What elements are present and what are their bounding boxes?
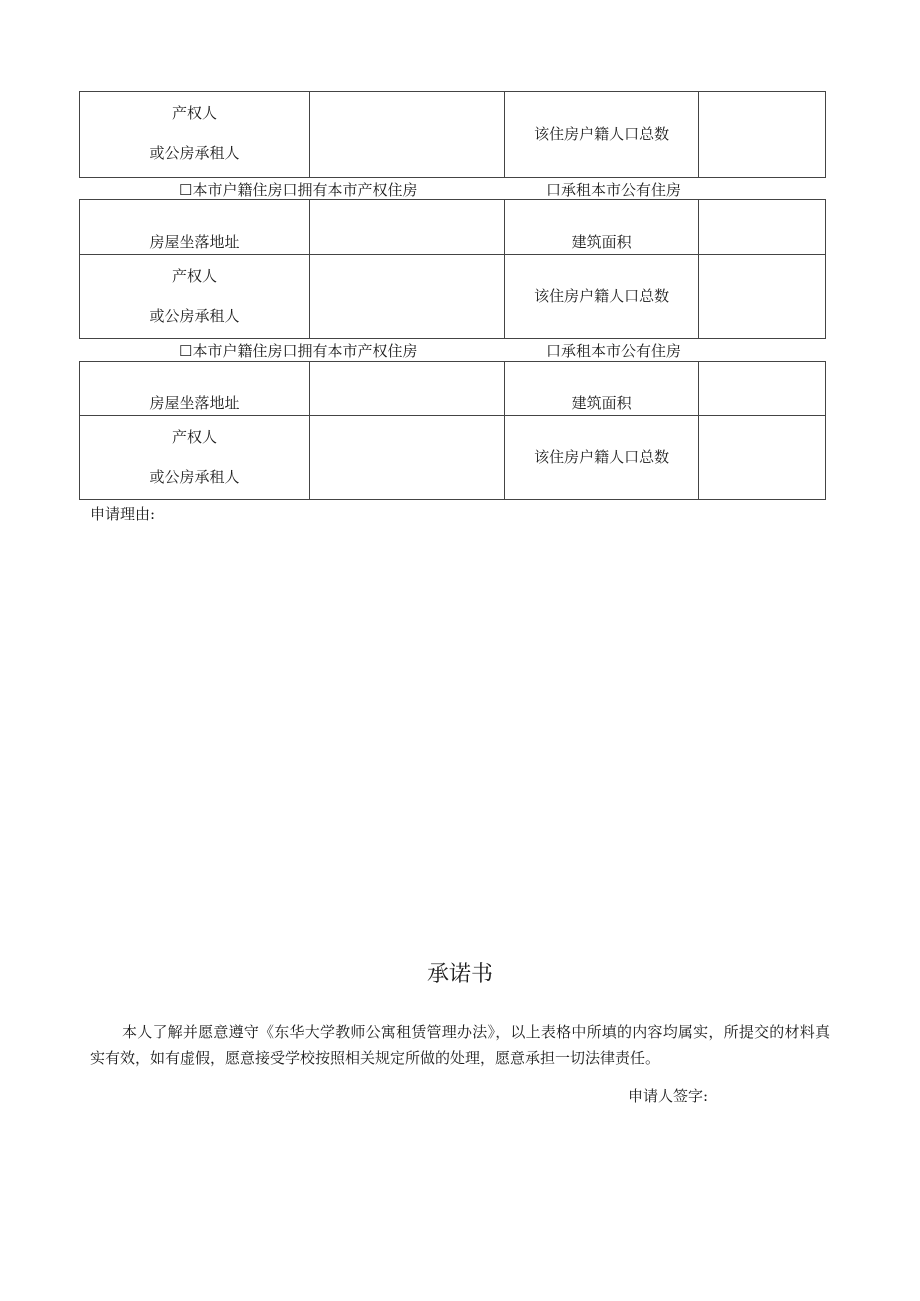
owner-input[interactable] bbox=[309, 92, 504, 178]
address-input[interactable] bbox=[309, 362, 504, 416]
area-label: 建筑面积 bbox=[504, 200, 699, 255]
signature-label: 申请人签字: bbox=[628, 1087, 709, 1105]
option-rent-public-housing[interactable]: 口承租本市公有住房 bbox=[546, 181, 682, 199]
housing-options-row-2 bbox=[79, 338, 826, 360]
population-input[interactable] bbox=[699, 416, 826, 500]
owner-input[interactable] bbox=[309, 255, 504, 339]
area-input[interactable] bbox=[699, 362, 826, 416]
address-label: 房屋坐落地址 bbox=[80, 200, 310, 255]
owner-label-line1: 产权人 bbox=[171, 267, 217, 285]
housing-table-2 bbox=[79, 199, 826, 339]
owner-label-line1: 产权人 bbox=[171, 104, 217, 122]
housing-table-1 bbox=[79, 91, 826, 178]
population-input[interactable] bbox=[699, 255, 826, 339]
population-input[interactable] bbox=[699, 92, 826, 178]
area-label: 建筑面积 bbox=[504, 362, 699, 416]
population-label: 该住房户籍人口总数 bbox=[504, 255, 699, 339]
owner-label-line2: 或公房承租人 bbox=[149, 144, 240, 162]
address-input[interactable] bbox=[309, 200, 504, 255]
option-local-owned-housing[interactable]: ☐本市户籍住房口拥有本市产权住房 bbox=[179, 342, 418, 360]
owner-label-line2: 或公房承租人 bbox=[149, 307, 240, 325]
housing-table-3 bbox=[79, 361, 826, 500]
owner-label-cell bbox=[80, 92, 310, 178]
area-input[interactable] bbox=[699, 200, 826, 255]
option-local-owned-housing[interactable]: ☐本市户籍住房口拥有本市产权住房 bbox=[179, 181, 418, 199]
owner-label-line2: 或公房承租人 bbox=[149, 468, 240, 486]
housing-options-row-1 bbox=[79, 177, 826, 199]
population-label: 该住房户籍人口总数 bbox=[504, 416, 699, 500]
owner-label-line1: 产权人 bbox=[171, 428, 217, 446]
application-reason-label: 申请理由: bbox=[90, 505, 156, 523]
owner-label-cell bbox=[80, 416, 310, 500]
option-rent-public-housing[interactable]: 口承租本市公有住房 bbox=[546, 342, 682, 360]
pledge-body: 本人了解并愿意遵守《东华大学教师公寓租赁管理办法》，以上表格中所填的内容均属实，所提交的材料真实有效，如有虚假，愿意接受学校按照相关规定所做的处理，愿意承担一切法律责任。 bbox=[90, 1023, 830, 1067]
address-label: 房屋坐落地址 bbox=[80, 362, 310, 416]
owner-input[interactable] bbox=[309, 416, 504, 500]
population-label: 该住房户籍人口总数 bbox=[504, 92, 699, 178]
pledge-title: 承诺书 bbox=[426, 962, 493, 987]
owner-label-cell bbox=[80, 255, 310, 339]
